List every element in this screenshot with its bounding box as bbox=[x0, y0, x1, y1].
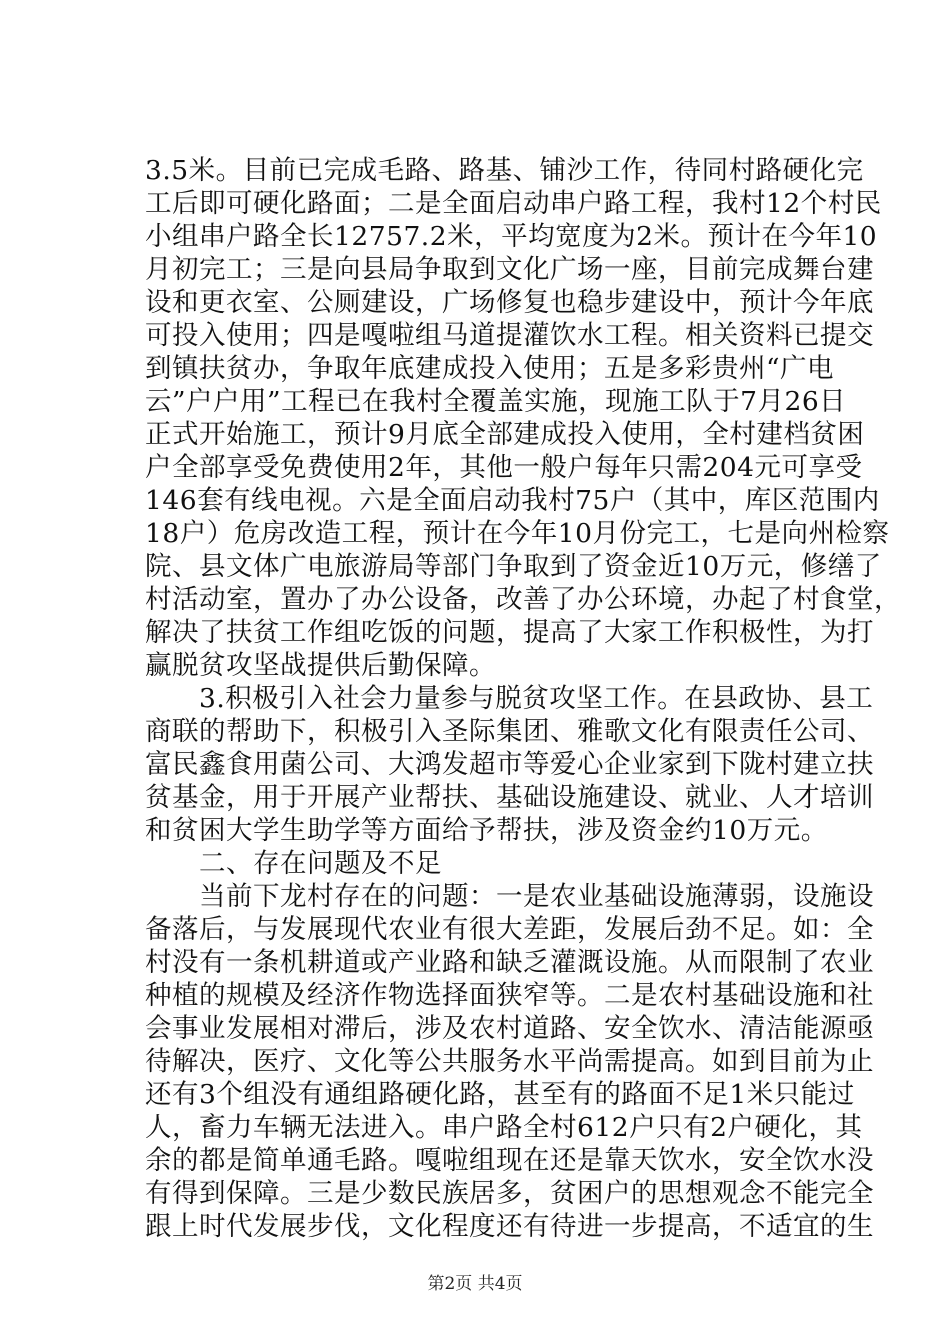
text-line: 会事业发展相对滞后，涉及农村道路、安全饮水、清洁能源亟 bbox=[145, 1013, 874, 1044]
text-line: 18户）危房改造工程，预计在今年10月份完工，七是向州检察 bbox=[145, 518, 890, 549]
text-line: 月初完工；三是向县局争取到文化广场一座，目前完成舞台建 bbox=[145, 254, 874, 285]
text-line: 有得到保障。三是少数民族居多，贫困户的思想观念不能完全 bbox=[145, 1178, 874, 1209]
text-line: 146套有线电视。六是全面启动我村75户（其中，库区范围内 bbox=[145, 485, 880, 516]
text-line: 人，畜力车辆无法进入。串户路全村612户只有2户硬化，其 bbox=[145, 1112, 863, 1143]
text-line: 设和更衣室、公厕建设，广场修复也稳步建设中，预计今年底 bbox=[145, 287, 874, 318]
section-heading: 二、存在问题及不足 bbox=[145, 848, 442, 879]
text-line: 贫基金，用于开展产业帮扶、基础设施建设、就业、人才培训 bbox=[145, 782, 874, 813]
text-line: 种植的规模及经济作物选择面狭窄等。二是农村基础设施和社 bbox=[145, 980, 874, 1011]
text-line: 正式开始施工，预计9月底全部建成投入使用，全村建档贫困 bbox=[145, 419, 865, 450]
text-line: 村活动室，置办了办公设备，改善了办公环境，办起了村食堂， bbox=[145, 584, 901, 615]
text-line: 村没有一条机耕道或产业路和缺乏灌溉设施。从而限制了农业 bbox=[145, 947, 874, 978]
text-line: 赢脱贫攻坚战提供后勤保障。 bbox=[145, 650, 496, 681]
text-line: 和贫困大学生助学等方面给予帮扶，涉及资金约10万元。 bbox=[145, 815, 828, 846]
text-line: 解决了扶贫工作组吃饭的问题，提高了大家工作积极性，为打 bbox=[145, 617, 874, 648]
text-line: 3.5米。目前已完成毛路、路基、铺沙工作，待同村路硬化完 bbox=[145, 155, 864, 186]
text-line: 备落后，与发展现代农业有很大差距，发展后劲不足。如：全 bbox=[145, 914, 874, 945]
text-line: 户全部享受免费使用2年，其他一般户每年只需204元可享受 bbox=[145, 452, 863, 483]
text-line: 富民鑫食用菌公司、大鸿发超市等爱心企业家到下陇村建立扶 bbox=[145, 749, 874, 780]
page-number: 第2页 共4页 bbox=[427, 1274, 523, 1294]
text-line: 余的都是简单通毛路。嘎啦组现在还是靠天饮水，安全饮水没 bbox=[145, 1145, 874, 1176]
text-line: 小组串户路全长12757.2米，平均宽度为2米。预计在今年10 bbox=[145, 221, 878, 252]
text-line: 云”户户用”工程已在我村全覆盖实施，现施工队于7月26日 bbox=[145, 386, 847, 417]
text-line: 商联的帮助下，积极引入圣际集团、雅歌文化有限责任公司、 bbox=[145, 716, 874, 747]
text-line: 待解决，医疗、文化等公共服务水平尚需提高。如到目前为止 bbox=[145, 1046, 874, 1077]
text-line: 到镇扶贫办，争取年底建成投入使用；五是多彩贵州“广电 bbox=[145, 353, 835, 384]
text-line: 可投入使用；四是嘎啦组马道提灌饮水工程。相关资料已提交 bbox=[145, 320, 874, 351]
text-line: 当前下龙村存在的问题：一是农业基础设施薄弱，设施设 bbox=[145, 881, 874, 912]
text-line: 跟上时代发展步伐，文化程度还有待进一步提高，不适宜的生 bbox=[145, 1211, 874, 1242]
text-line: 院、县文体广电旅游局等部门争取到了资金近10万元，修缮了 bbox=[145, 551, 882, 582]
text-line: 3.积极引入社会力量参与脱贫攻坚工作。在县政协、县工 bbox=[145, 683, 874, 714]
text-line: 工后即可硬化路面；二是全面启动串户路工程，我村12个村民 bbox=[145, 188, 882, 219]
text-line: 还有3个组没有通组路硬化路，甚至有的路面不足1米只能过 bbox=[145, 1079, 855, 1110]
